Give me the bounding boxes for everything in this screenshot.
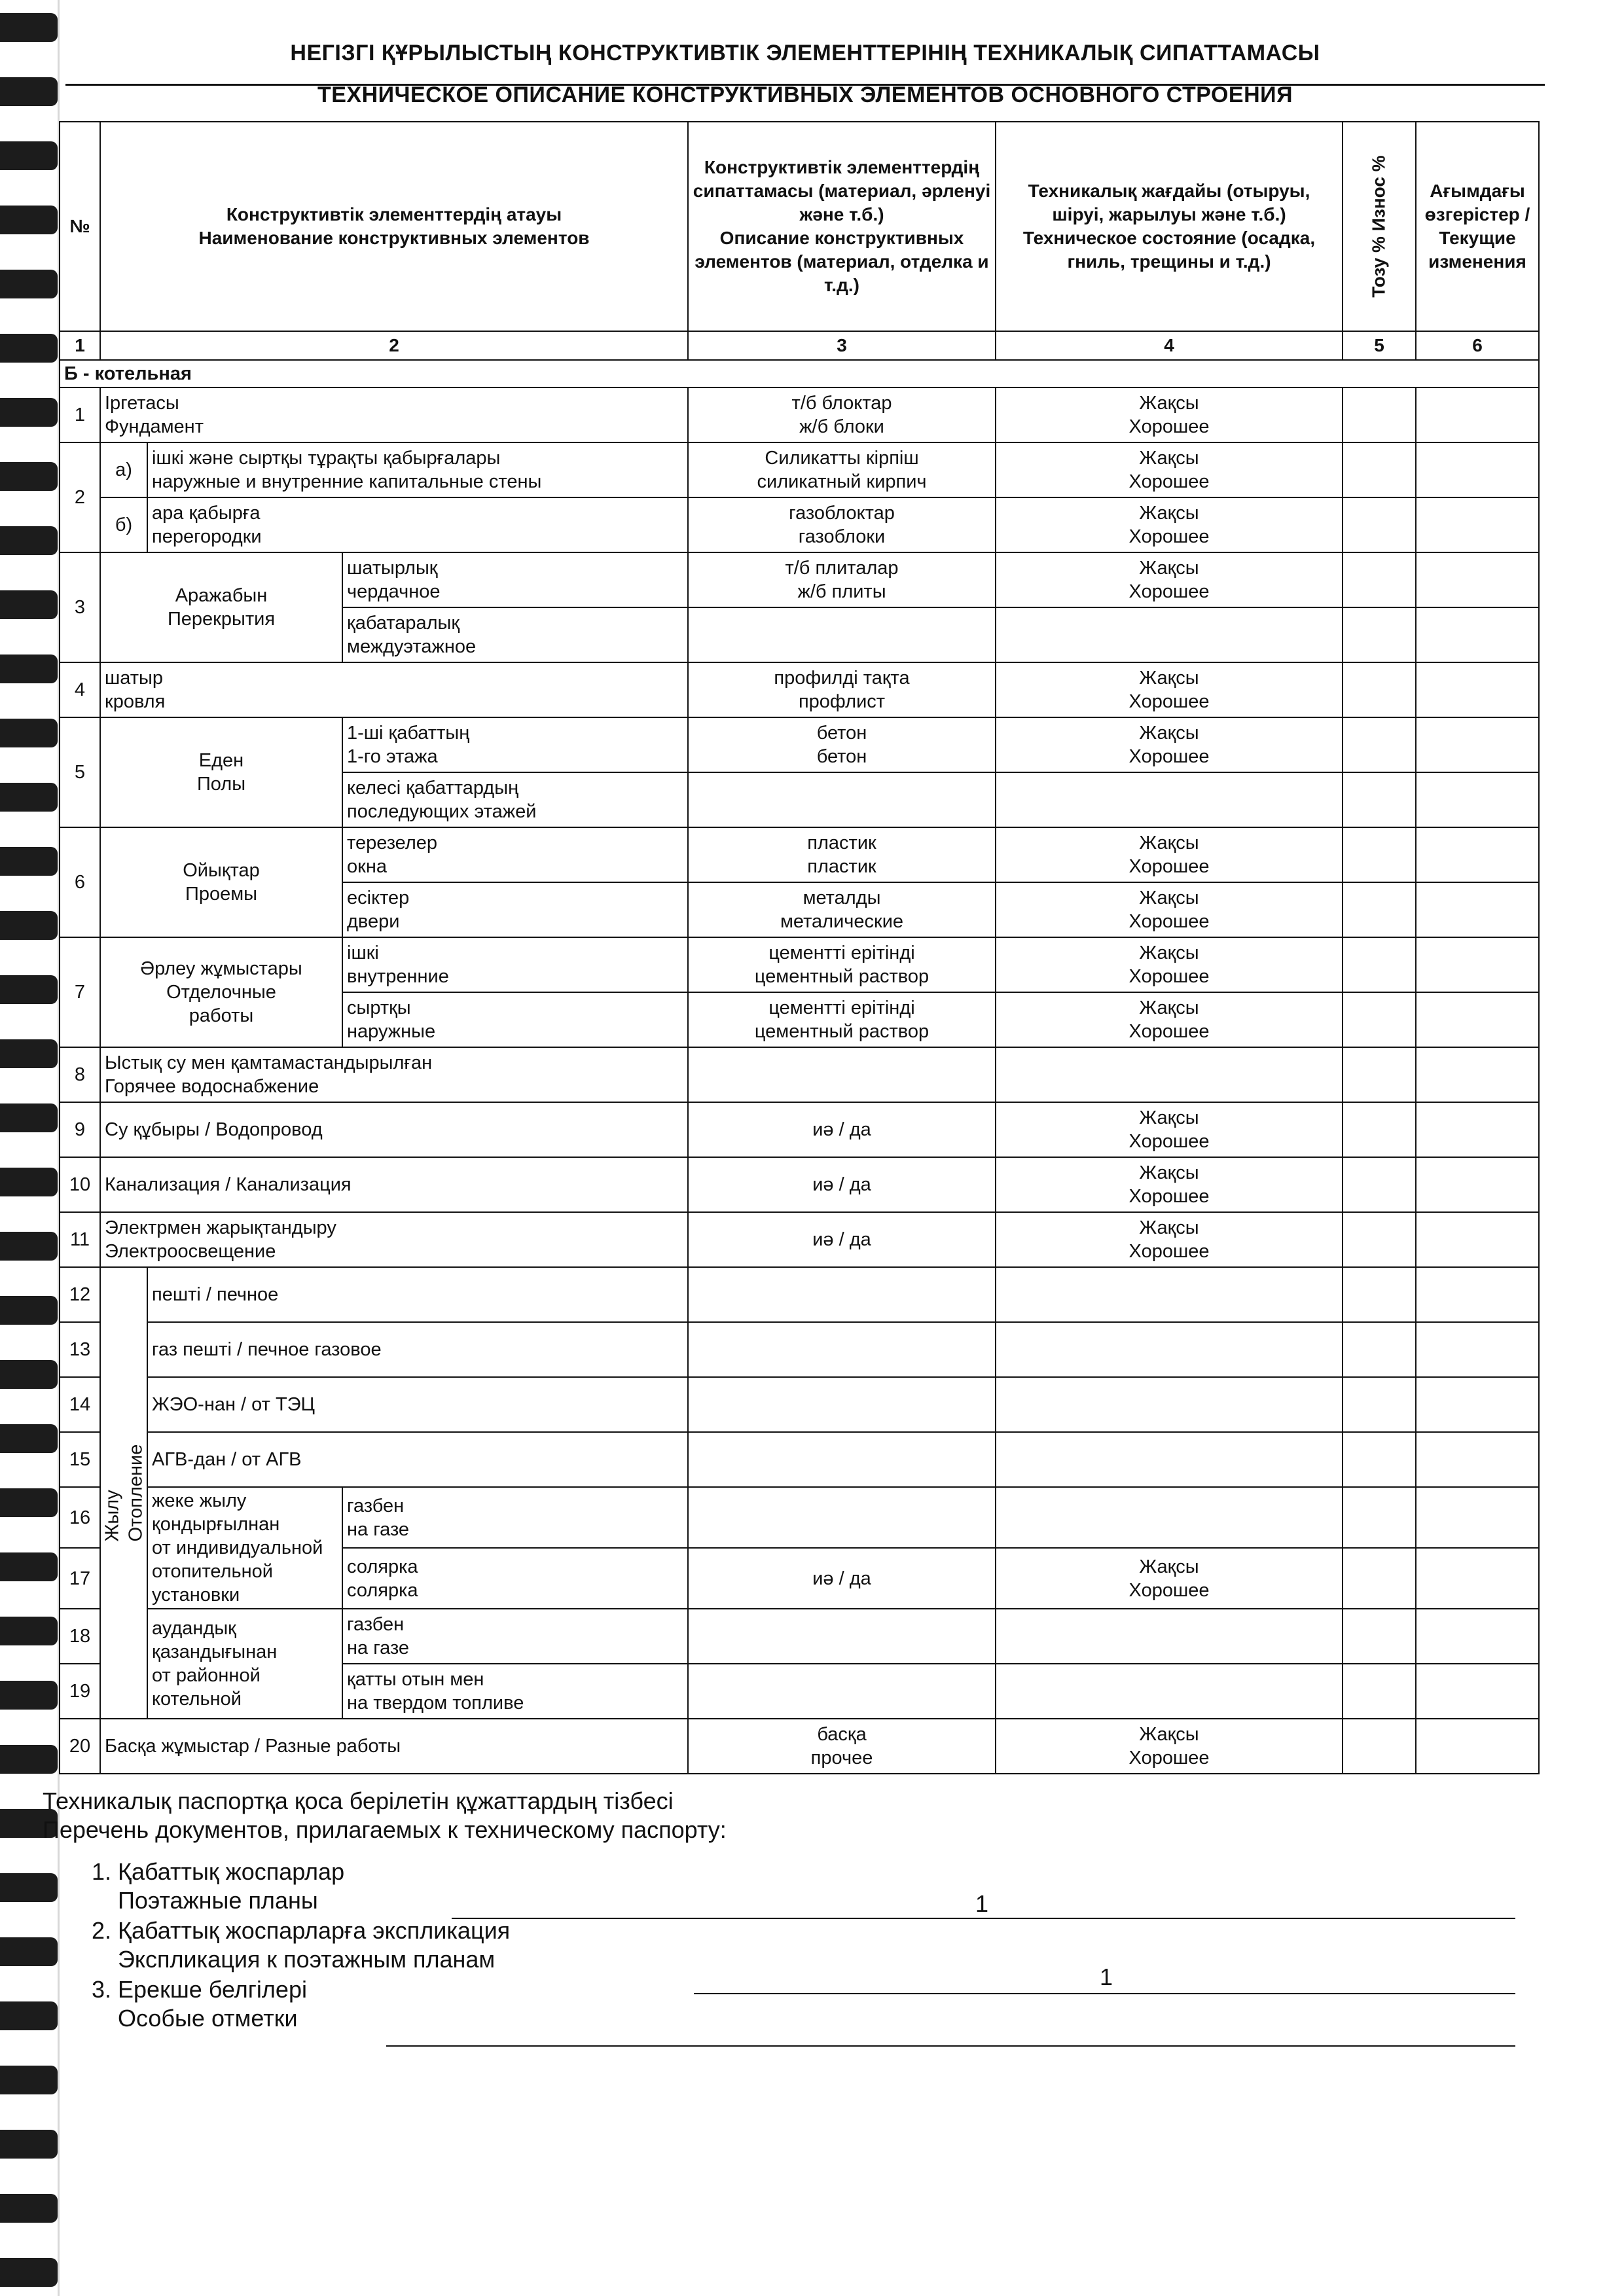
- changes-cell: [1416, 827, 1539, 882]
- binding-ring: [0, 975, 58, 1004]
- section-row: [60, 360, 1539, 387]
- table-row: [60, 1047, 1539, 1102]
- wear-cell: [1343, 442, 1416, 497]
- col-state-header: Техникалық жағдайы (отыруы, шіруі, жарылуы және т.б.) Техническое состояние (осадка, гниль, трещины и т.д.): [996, 122, 1343, 331]
- wear-cell: [1343, 662, 1416, 717]
- element-state: Жақсы Хорошее: [996, 552, 1343, 607]
- element-state: Жақсы Хорошее: [996, 1719, 1343, 1774]
- table-row: [60, 1487, 1539, 1548]
- element-state: Жақсы Хорошее: [996, 717, 1343, 772]
- col-desc-header: Конструктивтік элементтердің сипаттамасы (материал, әрленуі және т.б.) Описание конструктивных элементов (материал, отделка и т.д.): [688, 122, 996, 331]
- wear-cell: [1343, 1322, 1416, 1377]
- wear-cell: [1343, 1377, 1416, 1432]
- element-material: иә / да: [688, 1102, 996, 1157]
- binding-ring: [0, 1103, 58, 1132]
- row-number: 13: [60, 1322, 100, 1377]
- binding-ring: [0, 206, 58, 234]
- row-number: 6: [60, 827, 100, 937]
- table-row: [60, 1609, 1539, 1664]
- element-material: иә / да: [688, 1212, 996, 1267]
- changes-cell: [1416, 1377, 1539, 1432]
- binding-ring: [0, 2194, 58, 2223]
- binding-ring: [0, 2066, 58, 2094]
- title-kz: НЕГІЗГІ ҚҰРЫЛЫСТЫҢ КОНСТРУКТИВТІК ЭЛЕМЕНТТЕРІНІҢ ТЕХНИКАЛЫҚ СИПАТТАМАСЫ: [290, 41, 1320, 65]
- row-number: 8: [60, 1047, 100, 1102]
- element-group-name: Ойықтар Проемы: [100, 827, 342, 937]
- changes-cell: [1416, 497, 1539, 552]
- wear-cell: [1343, 552, 1416, 607]
- changes-cell: [1416, 607, 1539, 662]
- sub-mark: а): [100, 442, 147, 497]
- row-number: 18: [60, 1609, 100, 1664]
- wear-cell: [1343, 772, 1416, 827]
- row-number: 10: [60, 1157, 100, 1212]
- binding-ring: [0, 1168, 58, 1196]
- binding-ring: [0, 462, 58, 491]
- element-material: профилді тақта профлист: [688, 662, 996, 717]
- col-num-5: 5: [1343, 331, 1416, 360]
- changes-cell: [1416, 1157, 1539, 1212]
- table-row: [60, 1267, 1539, 1322]
- element-name: қатты отын мен на твердом топливе: [342, 1664, 688, 1719]
- element-name: шатыр кровля: [100, 662, 688, 717]
- row-number: 2: [60, 442, 100, 552]
- row-number: 19: [60, 1664, 100, 1719]
- element-material: цементті ерітінді цементный раствор: [688, 992, 996, 1047]
- element-state: Жақсы Хорошее: [996, 442, 1343, 497]
- element-material: [688, 1487, 996, 1548]
- element-state: Жақсы Хорошее: [996, 827, 1343, 882]
- binding-ring: [0, 1296, 58, 1325]
- binding-ring: [0, 77, 58, 106]
- heating-group-label: Жылу Отопление: [100, 1267, 147, 1719]
- changes-cell: [1416, 552, 1539, 607]
- element-material: пластик пластик: [688, 827, 996, 882]
- changes-cell: [1416, 1664, 1539, 1719]
- binding-ring: [0, 655, 58, 683]
- element-group-name: жеке жылу қондырғылнан от индивидуальной отопительной установки: [147, 1487, 342, 1609]
- element-material: [688, 1047, 996, 1102]
- changes-cell: [1416, 882, 1539, 937]
- element-material: иә / да: [688, 1548, 996, 1609]
- binding-ring: [0, 911, 58, 940]
- wear-cell: [1343, 717, 1416, 772]
- changes-cell: [1416, 1047, 1539, 1102]
- binding-ring: [0, 1232, 58, 1261]
- element-material: [688, 607, 996, 662]
- table-row: [60, 442, 1539, 497]
- table-row: [60, 1377, 1539, 1432]
- element-name: терезелер окна: [342, 827, 688, 882]
- element-state: Жақсы Хорошее: [996, 937, 1343, 992]
- doc-item-1-line: [452, 1918, 1515, 1919]
- element-name: Ыстық су мен қамтамастандырылған Горячее водоснабжение: [100, 1047, 688, 1102]
- element-name: 1-ші қабаттың 1-го этажа: [342, 717, 688, 772]
- element-material: т/б плиталар ж/б плиты: [688, 552, 996, 607]
- table-row: [60, 1719, 1539, 1774]
- binding-ring: [0, 270, 58, 298]
- col-num-2: 2: [100, 331, 688, 360]
- element-name: ішкі внутренние: [342, 937, 688, 992]
- col-num-1: 1: [60, 331, 100, 360]
- element-state: [996, 772, 1343, 827]
- element-name: ішкі және сыртқы тұрақты қабырғалары наружные и внутренние капитальные стены: [147, 442, 688, 497]
- sub-mark: б): [100, 497, 147, 552]
- element-state: Жақсы Хорошее: [996, 497, 1343, 552]
- changes-cell: [1416, 662, 1539, 717]
- element-material: [688, 772, 996, 827]
- changes-cell: [1416, 772, 1539, 827]
- row-number: 5: [60, 717, 100, 827]
- doc-item-2-line: [694, 1993, 1515, 1994]
- binding-ring: [0, 13, 58, 42]
- element-state: Жақсы Хорошее: [996, 387, 1343, 442]
- col-num-4: 4: [996, 331, 1343, 360]
- element-state: Жақсы Хорошее: [996, 1212, 1343, 1267]
- binding-ring: [0, 847, 58, 876]
- element-name: қабатаралық междуэтажное: [342, 607, 688, 662]
- element-name: Басқа жұмыстар / Разные работы: [100, 1719, 688, 1774]
- changes-cell: [1416, 1432, 1539, 1487]
- element-name: Электрмен жарықтандыру Электроосвещение: [100, 1212, 688, 1267]
- row-number: 4: [60, 662, 100, 717]
- wear-cell: [1343, 387, 1416, 442]
- changes-cell: [1416, 937, 1539, 992]
- element-group-name: аудандық қазандығынан от районной котельной: [147, 1609, 342, 1719]
- documents-title-kz: Техникалық паспортқа қоса берілетін құжаттардың тізбесі: [43, 1787, 674, 1814]
- binding-ring: [0, 398, 58, 427]
- row-number: 12: [60, 1267, 100, 1322]
- wear-cell: [1343, 1664, 1416, 1719]
- element-state: Жақсы Хорошее: [996, 662, 1343, 717]
- element-material: [688, 1432, 996, 1487]
- binding-ring: [0, 590, 58, 619]
- element-name: Канализация / Канализация: [100, 1157, 688, 1212]
- wear-cell: [1343, 882, 1416, 937]
- col-wear-header: Тозу % Износ %: [1343, 122, 1416, 331]
- element-material: [688, 1609, 996, 1664]
- element-material: [688, 1377, 996, 1432]
- changes-cell: [1416, 717, 1539, 772]
- wear-cell: [1343, 992, 1416, 1047]
- table-row: [60, 1322, 1539, 1377]
- col-name-header: Конструктивтік элементтердің атауы Наименование конструктивных элементов: [100, 122, 688, 331]
- col-no-header: №: [60, 122, 100, 331]
- element-state: Жақсы Хорошее: [996, 882, 1343, 937]
- element-state: Жақсы Хорошее: [996, 1548, 1343, 1609]
- wear-cell: [1343, 1267, 1416, 1322]
- wear-cell: [1343, 1157, 1416, 1212]
- row-number: 9: [60, 1102, 100, 1157]
- column-numbers-row: [60, 331, 1539, 360]
- changes-cell: [1416, 1719, 1539, 1774]
- binding-ring: [0, 783, 58, 812]
- element-material: т/б блоктар ж/б блоки: [688, 387, 996, 442]
- table-header-row: [60, 122, 1539, 331]
- element-state: [996, 1432, 1343, 1487]
- wear-cell: [1343, 827, 1416, 882]
- wear-cell: [1343, 607, 1416, 662]
- col-num-3: 3: [688, 331, 996, 360]
- title-ru: ТЕХНИЧЕСКОЕ ОПИСАНИЕ КОНСТРУКТИВНЫХ ЭЛЕМЕНТОВ ОСНОВНОГО СТРОЕНИЯ: [317, 82, 1293, 107]
- changes-cell: [1416, 1548, 1539, 1609]
- binding-ring: [0, 2258, 58, 2287]
- element-state: [996, 607, 1343, 662]
- changes-cell: [1416, 1609, 1539, 1664]
- row-number: 17: [60, 1548, 100, 1609]
- changes-cell: [1416, 1267, 1539, 1322]
- doc-item-1: 1. Қабаттық жоспарлар Поэтажные планы: [92, 1858, 345, 1914]
- element-state: [996, 1322, 1343, 1377]
- table-row: [60, 497, 1539, 552]
- row-number: 15: [60, 1432, 100, 1487]
- element-name: келесі қабаттардың последующих этажей: [342, 772, 688, 827]
- binding-ring: [0, 1360, 58, 1389]
- table-row: [60, 1432, 1539, 1487]
- element-state: [996, 1609, 1343, 1664]
- element-name: газ пешті / печное газовое: [147, 1322, 688, 1377]
- changes-cell: [1416, 1102, 1539, 1157]
- wear-cell: [1343, 1609, 1416, 1664]
- section-title: Б - котельная: [60, 360, 1539, 387]
- binding-ring: [0, 719, 58, 747]
- doc-item-3: 3. Ерекше белгілері Особые отметки: [92, 1976, 307, 2032]
- element-name: ара қабырға перегородки: [147, 497, 688, 552]
- binding-ring: [0, 1745, 58, 1774]
- element-state: [996, 1377, 1343, 1432]
- element-name: газбен на газе: [342, 1487, 688, 1548]
- documents-title-ru: Перечень документов, прилагаемых к техническому паспорту:: [43, 1816, 727, 1843]
- row-number: 16: [60, 1487, 100, 1548]
- table-row: [60, 1157, 1539, 1212]
- row-number: 3: [60, 552, 100, 662]
- element-name: есіктер двери: [342, 882, 688, 937]
- table-row: [60, 552, 1539, 607]
- row-number: 1: [60, 387, 100, 442]
- binding-ring: [0, 2130, 58, 2159]
- element-material: басқа прочее: [688, 1719, 996, 1774]
- table-row: [60, 717, 1539, 772]
- element-state: [996, 1487, 1343, 1548]
- changes-cell: [1416, 387, 1539, 442]
- binding-ring: [0, 526, 58, 555]
- element-name: шатырлық чердачное: [342, 552, 688, 607]
- element-name: Іргетасы Фундамент: [100, 387, 688, 442]
- binding-ring: [0, 1039, 58, 1068]
- doc-item-3-line: [386, 2045, 1515, 2047]
- element-name: АГВ-дан / от АГВ: [147, 1432, 688, 1487]
- table-row: [60, 1102, 1539, 1157]
- element-name: газбен на газе: [342, 1609, 688, 1664]
- element-name: Су құбыры / Водопровод: [100, 1102, 688, 1157]
- wear-cell: [1343, 1212, 1416, 1267]
- binding-ring: [0, 1488, 58, 1517]
- element-material: [688, 1664, 996, 1719]
- element-name: сыртқы наружные: [342, 992, 688, 1047]
- table-row: [60, 662, 1539, 717]
- row-number: 7: [60, 937, 100, 1047]
- element-group-name: Еден Полы: [100, 717, 342, 827]
- wear-cell: [1343, 1432, 1416, 1487]
- element-material: [688, 1267, 996, 1322]
- wear-cell: [1343, 497, 1416, 552]
- element-name: ЖЭО-нан / от ТЭЦ: [147, 1377, 688, 1432]
- binding-ring: [0, 141, 58, 170]
- binding-ring: [0, 334, 58, 363]
- wear-cell: [1343, 1047, 1416, 1102]
- element-material: металды металические: [688, 882, 996, 937]
- element-state: [996, 1664, 1343, 1719]
- changes-cell: [1416, 1322, 1539, 1377]
- binding-ring: [0, 1617, 58, 1645]
- row-number: 11: [60, 1212, 100, 1267]
- doc-item-2: 2. Қабаттық жоспарларға экспликация Экспликация к поэтажным планам: [92, 1917, 511, 1973]
- binding-ring: [0, 1937, 58, 1966]
- changes-cell: [1416, 1487, 1539, 1548]
- col-num-6: 6: [1416, 331, 1539, 360]
- wear-cell: [1343, 937, 1416, 992]
- col-changes-header: Ағымдағы өзгерістер / Текущие изменения: [1416, 122, 1539, 331]
- element-material: [688, 1322, 996, 1377]
- element-material: цементті ерітінді цементный раствор: [688, 937, 996, 992]
- changes-cell: [1416, 1212, 1539, 1267]
- changes-cell: [1416, 442, 1539, 497]
- binding-strip: [0, 0, 62, 2296]
- binding-ring: [0, 1424, 58, 1453]
- changes-cell: [1416, 992, 1539, 1047]
- elements-table: [59, 121, 1540, 1774]
- element-state: Жақсы Хорошее: [996, 992, 1343, 1047]
- element-group-name: Аражабын Перекрытия: [100, 552, 342, 662]
- table-row: [60, 387, 1539, 442]
- binding-ring: [0, 1873, 58, 1902]
- wear-cell: [1343, 1548, 1416, 1609]
- element-name: солярка солярка: [342, 1548, 688, 1609]
- element-material: газоблоктар газоблоки: [688, 497, 996, 552]
- wear-cell: [1343, 1487, 1416, 1548]
- doc-item-2-value: 1: [1100, 1964, 1113, 1990]
- wear-cell: [1343, 1719, 1416, 1774]
- element-material: Силикатты кірпіш силикатный кирпич: [688, 442, 996, 497]
- element-group-name: Әрлеу жұмыстары Отделочные работы: [100, 937, 342, 1047]
- wear-cell: [1343, 1102, 1416, 1157]
- row-number: 14: [60, 1377, 100, 1432]
- table-row: [60, 937, 1539, 992]
- table-row: [60, 827, 1539, 882]
- binding-ring: [0, 1681, 58, 1710]
- row-number: 20: [60, 1719, 100, 1774]
- element-material: бетон бетон: [688, 717, 996, 772]
- element-state: Жақсы Хорошее: [996, 1102, 1343, 1157]
- element-state: [996, 1047, 1343, 1102]
- element-state: [996, 1267, 1343, 1322]
- element-state: Жақсы Хорошее: [996, 1157, 1343, 1212]
- binding-ring: [0, 1552, 58, 1581]
- table-row: [60, 1212, 1539, 1267]
- element-name: пешті / печное: [147, 1267, 688, 1322]
- doc-item-1-value: 1: [975, 1890, 989, 1917]
- element-material: иә / да: [688, 1157, 996, 1212]
- binding-ring: [0, 2001, 58, 2030]
